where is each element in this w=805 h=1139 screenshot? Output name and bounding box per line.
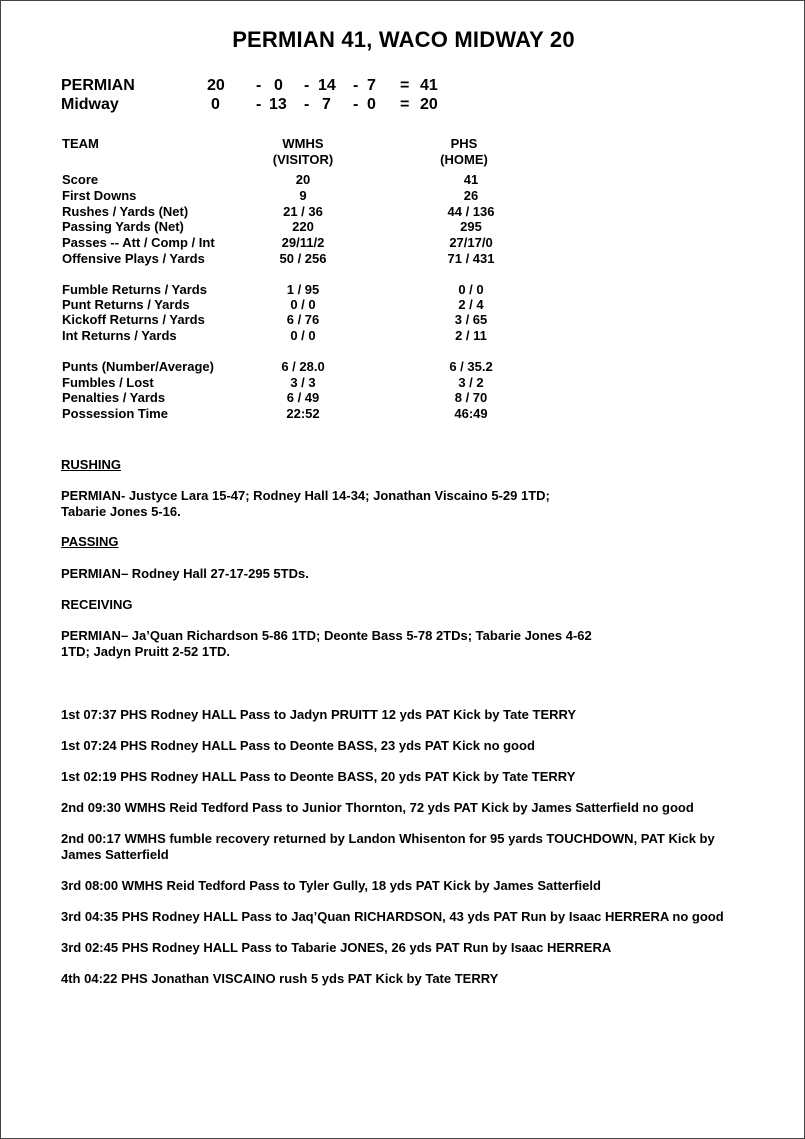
stat-visitor-value: 220 <box>292 219 314 234</box>
linescore-q1: 20 <box>207 77 225 94</box>
stat-home-value: 71 / 431 <box>447 251 495 266</box>
linescore-row-midway <box>1 96 805 116</box>
stat-row <box>1 251 805 267</box>
linescore-q2: 0 <box>274 77 283 94</box>
stat-visitor-value: 29/11/2 <box>281 235 325 250</box>
stat-home-value: 0 / 0 <box>458 282 484 297</box>
stat-row <box>1 188 805 204</box>
linescore-dash: - <box>256 77 262 94</box>
stats-home-abbr: PHS <box>450 136 478 151</box>
passing-line: PERMIAN– Rodney Hall 27-17-295 5TDs. <box>61 566 309 581</box>
stat-row <box>1 312 805 328</box>
scoring-play <box>61 971 761 987</box>
linescore-row-permian <box>1 77 805 97</box>
scoring-play <box>61 831 791 863</box>
stat-visitor-value: 3 / 3 <box>290 375 316 390</box>
stat-visitor-value: 6 / 49 <box>286 390 320 405</box>
scoring-play <box>61 769 761 785</box>
scoring-play-text: 2nd 09:30 WMHS Reid Tedford Pass to Junior Thornton, 72 yds PAT Kick by James Satterfield no good <box>61 800 694 815</box>
scoring-play <box>61 940 761 956</box>
receiving-heading: RECEIVING <box>61 597 133 612</box>
stat-label: Rushes / Yards (Net) <box>62 204 189 219</box>
linescore-q1: 0 <box>211 96 220 113</box>
receiving-line: PERMIAN– Ja’Quan Richardson 5-86 1TD; Deonte Bass 5-78 2TDs; Tabarie Jones 4-62 <box>61 628 592 643</box>
scoring-play-text: 1st 02:19 PHS Rodney HALL Pass to Deonte BASS, 20 yds PAT Kick by Tate TERRY <box>61 769 576 784</box>
stat-home-value: 26 <box>463 188 479 203</box>
stat-home-value: 3 / 65 <box>454 312 488 327</box>
rushing-line: Tabarie Jones 5-16. <box>61 504 181 519</box>
stat-visitor-value: 6 / 28.0 <box>281 359 325 374</box>
scoring-play-text: James Satterfield <box>61 847 169 862</box>
stat-label: Offensive Plays / Yards <box>62 251 205 266</box>
stat-row <box>1 282 805 298</box>
stat-home-value: 8 / 70 <box>454 390 488 405</box>
stat-label: Fumble Returns / Yards <box>62 282 207 297</box>
linescore-q2: 13 <box>269 96 287 113</box>
stats-team-label: TEAM <box>62 136 99 151</box>
stat-label: Score <box>62 172 99 187</box>
linescore-q3: 14 <box>318 77 336 94</box>
page-title: PERMIAN 41, WACO MIDWAY 20 <box>232 27 575 52</box>
stat-row <box>1 328 805 344</box>
stat-row <box>1 297 805 313</box>
stat-home-value: 41 <box>463 172 479 187</box>
scoring-play <box>61 909 791 925</box>
linescore-q4: 0 <box>367 96 376 113</box>
scoring-play-text: 4th 04:22 PHS Jonathan VISCAINO rush 5 yds PAT Kick by Tate TERRY <box>61 971 499 986</box>
rushing-heading: RUSHING <box>61 457 121 472</box>
stat-visitor-value: 22:52 <box>286 406 320 421</box>
receiving-line: 1TD; Jadyn Pruitt 2-52 1TD. <box>61 644 231 659</box>
stat-label: Passing Yards (Net) <box>62 219 184 234</box>
rushing-line: PERMIAN- Justyce Lara 15-47; Rodney Hall 14-34; Jonathan Viscaino 5-29 1TD; <box>61 488 550 503</box>
receiving-summary <box>61 628 761 660</box>
stat-label: Penalties / Yards <box>62 390 166 405</box>
stat-label: First Downs <box>62 188 137 203</box>
stat-row <box>1 172 805 188</box>
stat-label: Int Returns / Yards <box>62 328 177 343</box>
stat-visitor-value: 0 / 0 <box>290 328 316 343</box>
scoring-play-text: 1st 07:24 PHS Rodney HALL Pass to Deonte BASS, 23 yds PAT Kick no good <box>61 738 535 753</box>
stat-visitor-value: 20 <box>295 172 311 187</box>
stat-home-value: 6 / 35.2 <box>449 359 493 374</box>
stat-visitor-value: 50 / 256 <box>279 251 327 266</box>
stat-label: Punts (Number/Average) <box>62 359 214 374</box>
stats-visitor-abbr: WMHS <box>282 136 324 151</box>
linescore-team: Midway <box>61 96 119 113</box>
linescore-equals: = <box>400 77 410 94</box>
linescore-q4: 7 <box>367 77 376 94</box>
linescore-dash: - <box>304 96 310 113</box>
stat-home-value: 3 / 2 <box>458 375 484 390</box>
linescore-equals: = <box>400 96 410 113</box>
stat-home-value: 295 <box>460 219 482 234</box>
stat-label: Punt Returns / Yards <box>62 297 190 312</box>
stat-label: Possession Time <box>62 406 168 421</box>
stat-row <box>1 235 805 251</box>
stat-visitor-value: 1 / 95 <box>286 282 320 297</box>
stat-label: Fumbles / Lost <box>62 375 154 390</box>
stat-label: Kickoff Returns / Yards <box>62 312 205 327</box>
scoring-play-text: 3rd 04:35 PHS Rodney HALL Pass to Jaq’Quan RICHARDSON, 43 yds PAT Run by Isaac HERRERA no good <box>61 909 724 924</box>
stat-visitor-value: 0 / 0 <box>290 297 316 312</box>
linescore-total: 20 <box>420 96 438 113</box>
stat-home-value: 27/17/0 <box>449 235 493 250</box>
linescore-dash: - <box>353 96 359 113</box>
stat-row <box>1 359 805 375</box>
scoring-play <box>61 707 761 723</box>
passing-summary <box>61 566 761 582</box>
scoring-play <box>61 878 761 894</box>
stat-home-value: 2 / 4 <box>458 297 484 312</box>
stat-label: Passes -- Att / Comp / Int <box>62 235 215 250</box>
scoring-play-text: 3rd 08:00 WMHS Reid Tedford Pass to Tyler Gully, 18 yds PAT Kick by James Satterfield <box>61 878 601 893</box>
stat-home-value: 2 / 11 <box>455 328 487 343</box>
scoring-play-text: 3rd 02:45 PHS Rodney HALL Pass to Tabarie JONES, 26 yds PAT Run by Isaac HERRERA <box>61 940 612 955</box>
linescore-dash: - <box>353 77 359 94</box>
stat-row <box>1 204 805 220</box>
stat-row <box>1 375 805 391</box>
scoring-play-text: 2nd 00:17 WMHS fumble recovery returned by Landon Whisenton for 95 yards TOUCHDOWN, PAT Kick by <box>61 831 715 846</box>
stats-home-tag: (HOME) <box>440 152 488 167</box>
stat-home-value: 46:49 <box>454 406 488 421</box>
linescore-total: 41 <box>420 77 438 94</box>
passing-heading: PASSING <box>61 534 119 549</box>
scoring-play-text: 1st 07:37 PHS Rodney HALL Pass to Jadyn PRUITT 12 yds PAT Kick by Tate TERRY <box>61 707 577 722</box>
linescore-team: PERMIAN <box>61 77 135 94</box>
stat-visitor-value: 9 <box>299 188 307 203</box>
linescore-dash: - <box>256 96 262 113</box>
linescore-q3: 7 <box>322 96 331 113</box>
stat-row <box>1 406 805 422</box>
linescore-dash: - <box>304 77 310 94</box>
stat-home-value: 44 / 136 <box>447 204 495 219</box>
rushing-summary <box>61 488 761 520</box>
scoring-play <box>61 800 791 816</box>
stat-row <box>1 219 805 235</box>
stat-visitor-value: 21 / 36 <box>283 204 323 219</box>
stat-visitor-value: 6 / 76 <box>286 312 320 327</box>
scoring-play <box>61 738 761 754</box>
stat-row <box>1 390 805 406</box>
stats-visitor-tag: (VISITOR) <box>272 152 334 167</box>
